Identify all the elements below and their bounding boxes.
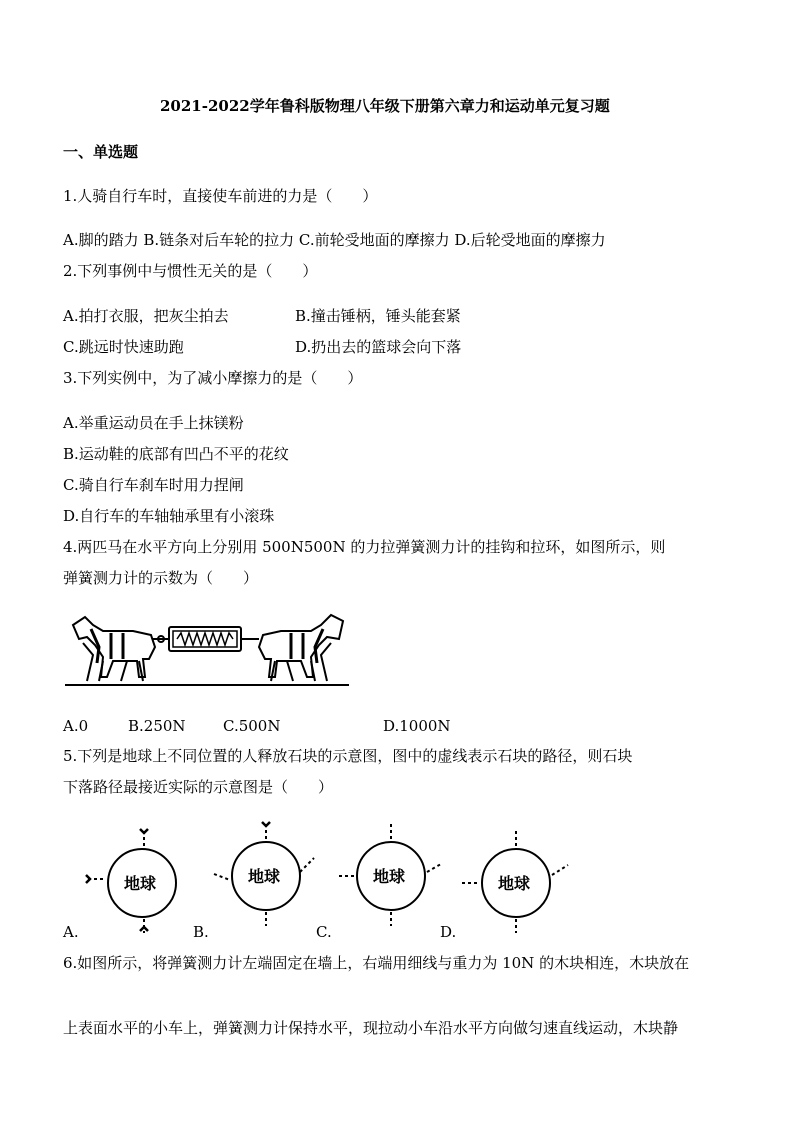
q3-option-c: C.骑自行车刹车时用力捏闸 <box>63 476 244 494</box>
earth-diagram-c <box>335 820 445 930</box>
q1-stem: 1.人骑自行车时，直接使车前进的力是（ ） <box>63 187 378 205</box>
earth-label: 地球 <box>248 867 281 886</box>
q4-stem-line1: 4.两匹马在水平方向上分别用 500N500N 的力拉弹簧测力计的挂钩和拉环，如图所示，则 <box>63 538 666 556</box>
q4-option-b: B.250N <box>128 717 186 735</box>
q5-stem-line1: 5.下列是地球上不同位置的人释放石块的示意图，图中的虚线表示石块的路径，则石块 <box>63 747 633 765</box>
earth-diagram-a <box>82 825 182 935</box>
q1-options: A.脚的踏力 B.链条对后车轮的拉力 C.前轮受地面的摩擦力 D.后轮受地面的摩擦力 <box>63 231 606 249</box>
q2-option-d: D.扔出去的篮球会向下落 <box>295 338 462 356</box>
q6-line2: 上表面水平的小车上，弹簧测力计保持水平，现拉动小车沿水平方向做匀速直线运动，木块静 <box>63 1019 679 1037</box>
page-title: 2021-2022学年鲁科版物理八年级下册第六章力和运动单元复习题 <box>160 97 610 115</box>
q5-stem-line2: 下落路径最接近实际的示意图是（ ） <box>63 778 334 796</box>
label-b: B. <box>193 923 209 941</box>
earth-label: 地球 <box>124 874 157 893</box>
q3-stem: 3.下列实例中，为了减小摩擦力的是（ ） <box>63 369 363 387</box>
label-c: C. <box>316 923 332 941</box>
q2-stem: 2.下列事例中与惯性无关的是（ ） <box>63 262 318 280</box>
earth-diagram-b <box>208 820 318 930</box>
section-heading: 一、单选题 <box>63 143 139 161</box>
q2-option-b: B.撞击锤柄，锤头能套紧 <box>295 307 461 325</box>
horses-spring-scale-figure <box>63 607 353 691</box>
q4-option-c: C.500N <box>223 717 281 735</box>
q2-option-c: C.跳远时快速助跑 <box>63 338 184 356</box>
q3-option-a: A.举重运动员在手上抹镁粉 <box>63 414 244 432</box>
q4-stem-line2: 弹簧测力计的示数为（ ） <box>63 569 259 587</box>
q3-option-d: D.自行车的车轴轴承里有小滚珠 <box>63 507 275 525</box>
q6-line1: 6.如图所示，将弹簧测力计左端固定在墙上，右端用细线与重力为 10N 的木块相连，木块放在 <box>63 954 690 972</box>
earth-diagram-d <box>458 825 573 935</box>
earth-label: 地球 <box>373 867 406 886</box>
earth-label: 地球 <box>498 874 531 893</box>
label-a: A. <box>63 923 79 941</box>
q4-option-a: A.0 <box>63 717 89 735</box>
q4-option-d: D.1000N <box>383 717 451 735</box>
q3-option-b: B.运动鞋的底部有凹凸不平的花纹 <box>63 445 289 463</box>
label-d: D. <box>440 923 457 941</box>
q2-option-a: A.拍打衣服，把灰尘拍去 <box>63 307 229 325</box>
